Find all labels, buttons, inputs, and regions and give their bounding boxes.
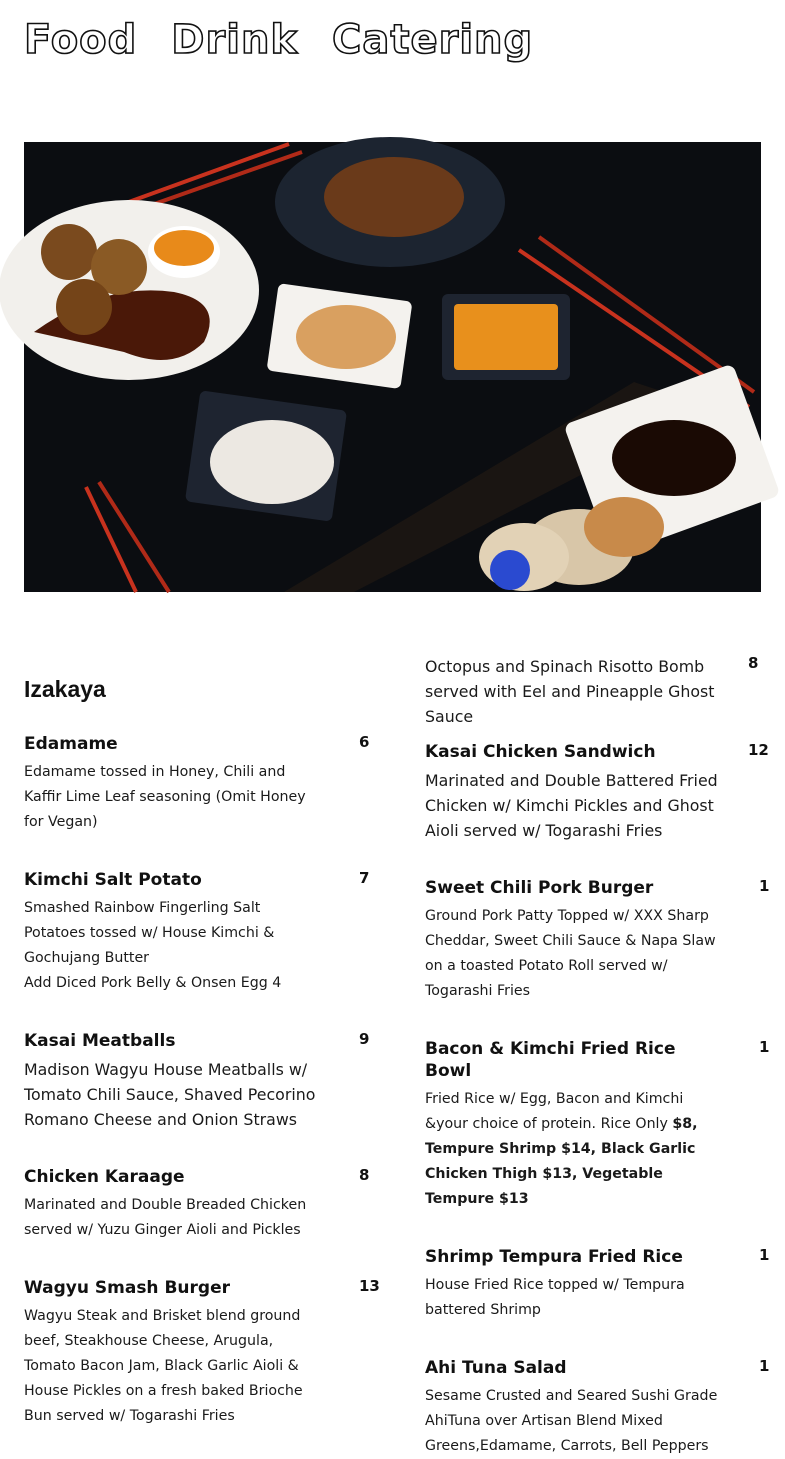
menu-item-wagyu-smash-burger [24, 1277, 384, 1429]
menu-item-octopus-risotto-bomb [425, 654, 785, 729]
menu-item-desc: Marinated and Double Battered Fried Chicken w/ Kimchi Pickles and Ghost Aioli served w/ Togarashi Fries [425, 771, 718, 840]
menu-item-price: 1 [759, 1357, 770, 1375]
menu-item-name: Sweet Chili Pork Burger [425, 878, 654, 898]
hero-food-photo [24, 142, 761, 592]
menu-item-price: 7 [359, 869, 370, 887]
menu-item-desc-prices: $8, Tempure Shrimp $14, Black Garlic Chicken Thigh $13, Vegetable Tempure $13 [425, 1116, 698, 1207]
menu-item-sweet-chili-pork-burger [425, 877, 785, 1004]
menu-item-name: Bacon & Kimchi Fried Rice Bowl [425, 1039, 676, 1081]
menu-item-addon: Add Diced Pork Belly & Onsen Egg 4 [24, 975, 282, 991]
nav-drink-link[interactable]: Drink [171, 17, 299, 63]
section-title: Izakaya [24, 676, 106, 702]
menu-item-price: 1 [759, 877, 770, 895]
menu-item-kasai-chicken-sandwich [425, 741, 785, 843]
menu-item-desc: Smashed Rainbow Fingerling Salt Potatoes tossed w/ House Kimchi & Gochujang Butter [24, 900, 275, 966]
menu-item-name: Wagyu Smash Burger [24, 1278, 230, 1298]
menu-item-bacon-kimchi-fried-rice [425, 1038, 785, 1212]
menu-item-desc: House Fried Rice topped w/ Tempura battered Shrimp [425, 1277, 685, 1318]
menu-item-name: Chicken Karaage [24, 1167, 185, 1187]
menu-item-desc: Edamame tossed in Honey, Chili and Kaffir Lime Leaf seasoning (Omit Honey for Vegan) [24, 764, 306, 830]
menu-item-ahi-tuna-salad [425, 1357, 785, 1459]
menu-item-kasai-meatballs [24, 1030, 384, 1132]
menu-item-desc: Octopus and Spinach Risotto Bomb served with Eel and Pineapple Ghost Sauce [425, 657, 715, 726]
menu-item-desc-text: Fried Rice w/ Egg, Bacon and Kimchi &your choice of protein. Rice Only [425, 1091, 684, 1132]
menu-item-desc: Ground Pork Patty Topped w/ XXX Sharp Cheddar, Sweet Chili Sauce & Napa Slaw on a toasted Potato Roll served w/ Togarashi Fries [425, 908, 716, 999]
menu-item-name: Kimchi Salt Potato [24, 870, 202, 890]
menu-item-price: 13 [359, 1277, 380, 1295]
menu-item-name: Kasai Meatballs [24, 1031, 176, 1051]
menu-item-price: 6 [359, 733, 370, 751]
food-photo-illustration [24, 142, 761, 592]
menu-item-price: 1 [759, 1038, 770, 1056]
nav-catering-link[interactable]: Catering [332, 17, 534, 63]
menu-item-edamame [24, 733, 384, 835]
menu-item-desc: Wagyu Steak and Brisket blend ground beef, Steakhouse Cheese, Arugula, Tomato Bacon Jam, Black Garlic Aioli & House Pickles on a fresh baked Brioche Bun served w/ Togarashi Fries [24, 1308, 303, 1424]
menu-item-desc: Sesame Crusted and Seared Sushi Grade AhiTuna over Artisan Blend Mixed Greens,Edamame, Carrots, Bell Peppers [425, 1388, 718, 1454]
menu-item-chicken-karaage [24, 1166, 384, 1243]
menu-item-desc: Madison Wagyu House Meatballs w/ Tomato Chili Sauce, Shaved Pecorino Romano Cheese and Onion Straws [24, 1060, 316, 1129]
menu-item-name: Edamame [24, 734, 118, 754]
menu-item-desc [425, 1087, 725, 1212]
menu-item-name: Ahi Tuna Salad [425, 1358, 567, 1378]
nav-food-link[interactable]: Food [24, 17, 138, 63]
menu-item-price: 12 [748, 741, 769, 759]
menu-item-kimchi-salt-potato [24, 869, 384, 996]
menu-item-price: 9 [359, 1030, 370, 1048]
menu-column-right [425, 654, 785, 1454]
menu-item-name: Kasai Chicken Sandwich [425, 742, 656, 762]
menu-column-left [24, 676, 384, 1429]
menu-item-price: 8 [359, 1166, 370, 1184]
menu-item-shrimp-tempura-fried-rice [425, 1246, 785, 1323]
menu-item-price: 8 [748, 654, 759, 672]
menu-item-desc: Marinated and Double Breaded Chicken served w/ Yuzu Ginger Aioli and Pickles [24, 1197, 307, 1238]
menu-item-name: Shrimp Tempura Fried Rice [425, 1247, 683, 1267]
top-nav [24, 14, 533, 66]
menu-item-price: 1 [759, 1246, 770, 1264]
